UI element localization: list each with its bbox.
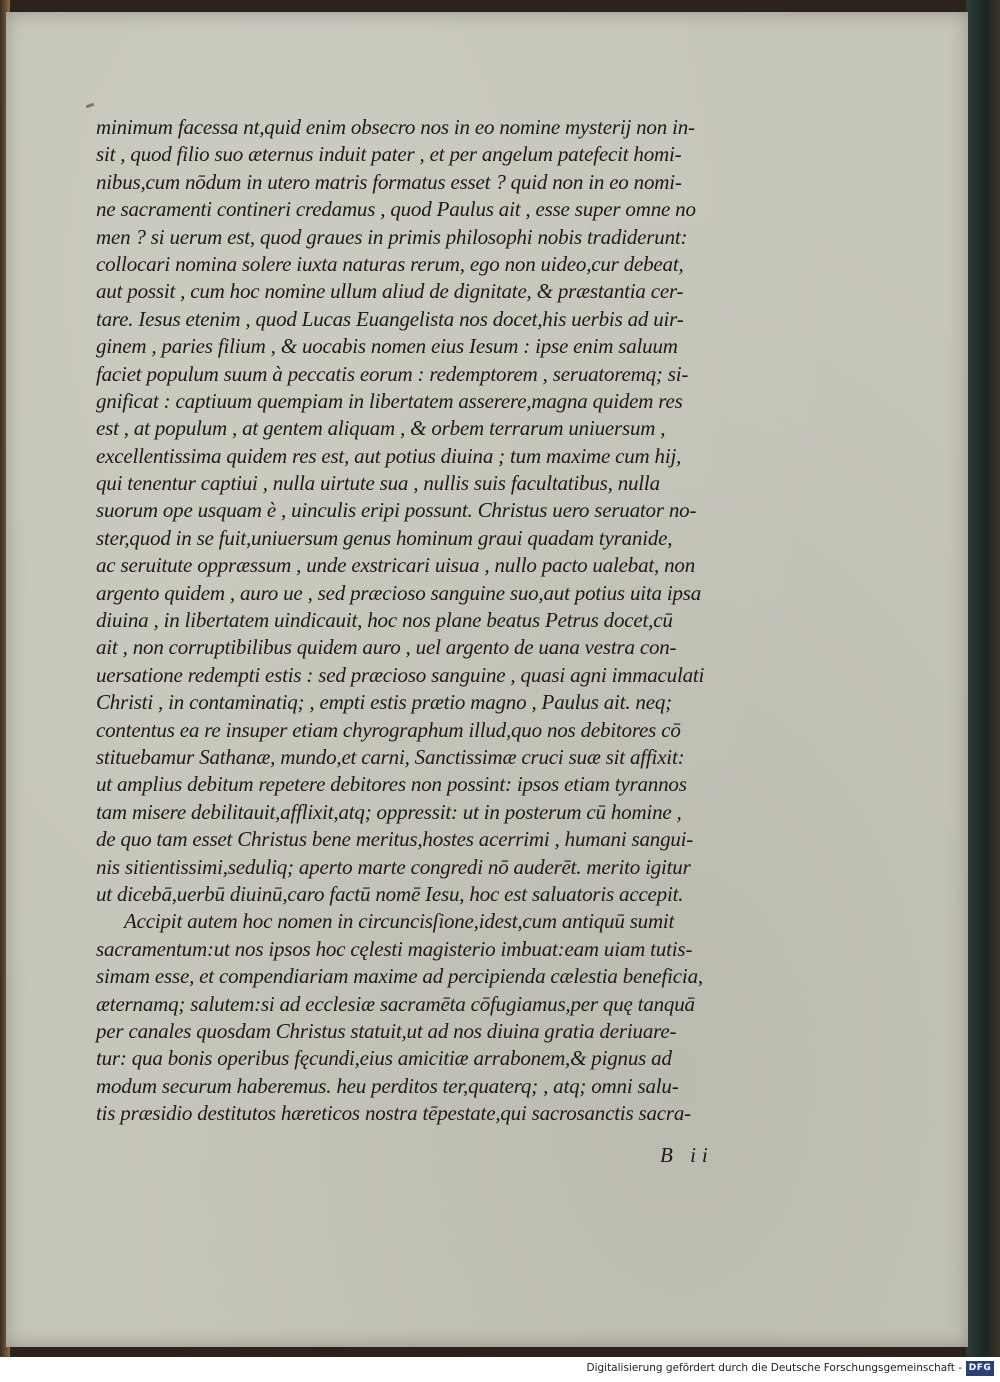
- dfg-logo-icon: DFG: [966, 1361, 994, 1376]
- text-line: sit , quod filio suo æternus induit pater , et per angelum patefecit homi-: [96, 142, 682, 167]
- text-line: tur: qua bonis operibus fęcundi,eius amicitiæ arrabonem,& pignus ad: [96, 1046, 672, 1071]
- text-line: ait , non corruptibilibus quidem auro , uel argento de uana vestra con-: [96, 635, 677, 660]
- text-line: sacramentum:ut nos ipsos hoc cęlesti magisterio imbuat:eam uiam tutis-: [96, 936, 693, 961]
- text-line: gnificat : captiuum quempiam in libertatem asserere,magna quidem res: [96, 388, 683, 413]
- paragraph-start-line: Accipit autem hoc nomen in circuncisſione,idest,cum antiquū sumit: [124, 909, 675, 934]
- text-line: ut dicebā,uerbū diuinū,caro factū nomē Iesu, hoc est saluatoris accepit.: [96, 881, 684, 906]
- text-line: ne sacramenti contineri credamus , quod Paulus ait , esse super omne no: [96, 197, 696, 222]
- text-line: tare. Iesus etenim , quod Lucas Euangelista nos docet,his uerbis ad uir-: [96, 306, 684, 331]
- text-line: modum securum haberemus. heu perditos ter,quaterq; , atq; omni salu-: [96, 1073, 679, 1098]
- text-line: faciet populum suum à peccatis eorum : redemptorem , seruatoremq; si-: [96, 361, 689, 386]
- text-line: ster,quod in se fuit,uniuersum genus hominum graui quadam tyranide,: [96, 525, 673, 550]
- text-line: excellentissima quidem res est, aut potius diuina ; tum maxime cum hij,: [96, 443, 682, 468]
- text-line: qui tenentur captiui , nulla uirtute sua , nullis suis facultatibus, nulla: [96, 471, 660, 496]
- text-line: suorum ope usquam è , uinculis eripi possunt. Christus uero seruator no-: [96, 498, 697, 523]
- text-line: ginem , paries filium , & uocabis nomen eius Iesum : ipse enim saluum: [96, 334, 678, 359]
- text-line: diuina , in libertatem uindicauit, hoc nos plane beatus Petrus docet,cū: [96, 608, 673, 633]
- footer-credit: Digitalisierung gefördert durch die Deutsche Forschungsgemeinschaft -: [586, 1362, 962, 1374]
- text-line: minimum facessa nt,quid enim obsecro nos in eo nomine mysterij non in-: [96, 115, 695, 139]
- text-line: argento quidem , auro ue , sed præcioso sanguine suo,aut potius uita ipsa: [96, 580, 702, 605]
- text-line: stituebamur Sathanæ, mundo,et carni, Sanctissimæ cruci suæ sit affixit:: [96, 744, 685, 769]
- signature-mark: B ii: [660, 1143, 714, 1167]
- text-line: ut amplius debitum repetere debitores non possint: ipsos etiam tyrannos: [96, 772, 687, 797]
- text-line: est , at populum , at gentem aliquam , & orbem terrarum uniuersum ,: [96, 416, 666, 441]
- text-line: nibus,cum nōdum in utero matris formatus esset ? quid non in eo nomi-: [96, 169, 682, 194]
- text-line: æternamq; salutem:si ad ecclesiæ sacramēta cōfugiamus,per quę tanquā: [96, 991, 695, 1016]
- text-line: men ? si uerum est, quod graues in primis philosophi nobis tradiderunt:: [96, 224, 688, 249]
- text-line: tam misere debilitauit,afflixit,atq; oppressit: ut in posterum cū homine ,: [96, 799, 682, 824]
- text-line: collocari nomina solere iuxta naturas rerum, ego non uideo,cur debeat,: [96, 251, 684, 276]
- text-line: tis præsidio destitutos hæreticos nostra tēpestate,qui sacrosanctis sacra-: [96, 1101, 691, 1126]
- text-line: Christi , in contaminatiq; , empti estis prætio magno , Paulus ait. neq;: [96, 690, 672, 715]
- text-line: aut possit , cum hoc nomine ullum aliud de dignitate, & præstantia cer-: [96, 279, 684, 304]
- text-line: simam esse, et compendiariam maxime ad percipienda cælestia beneficia,: [96, 964, 703, 989]
- text-line: de quo tam esset Christus bene meritus,hostes acerrimi , humani sangui-: [96, 827, 694, 852]
- text-line: per canales quosdam Christus statuit,ut ad nos diuina gratia deriuare-: [96, 1018, 677, 1043]
- text-line: contentus ea re insuper etiam chyrographum illud,quo nos debitores cō: [96, 717, 681, 742]
- book-edge-right: [966, 0, 1000, 1357]
- text-line: nis sitientissimi,seduliq; aperto marte congredi nō auderēt. merito igitur: [96, 854, 691, 879]
- text-line: uersatione redempti estis : sed præcioso sanguine , quasi agni immaculati: [96, 662, 705, 687]
- text-line: ac seruitute oppræssum , unde exstricari uisua , nullo pacto ualebat, non: [96, 553, 696, 578]
- footer-bar: [0, 1357, 1000, 1382]
- page-text-block: [96, 114, 796, 1127]
